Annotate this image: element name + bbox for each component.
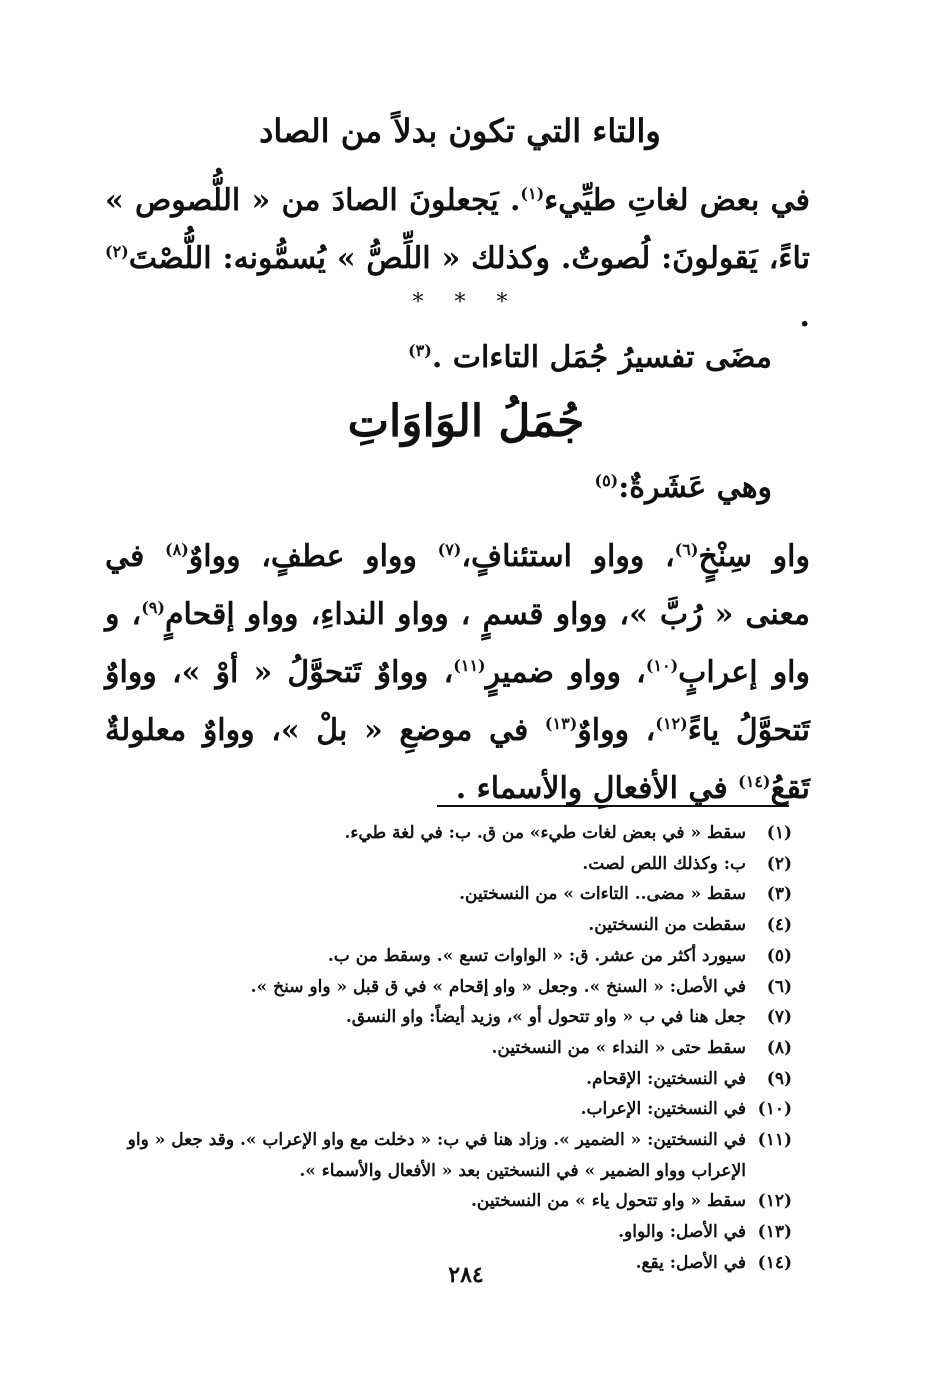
footnote-text: سقط « في بعض لغات طيء» من ق. ب: في لغة طيء. <box>344 823 746 843</box>
footnote-ref-9: (٩) <box>141 598 165 617</box>
wawat-text-3: وواو عطفٍ، وواوٌ <box>188 539 438 574</box>
footnote-ref-12: (١٢) <box>655 714 688 733</box>
footnotes-list <box>80 818 792 1279</box>
footnote-number: (٥) <box>766 945 792 966</box>
footnote-item <box>80 1094 792 1125</box>
page-number: ٢٨٤ <box>448 1262 484 1288</box>
wawat-paragraph <box>105 528 810 818</box>
footnote-text: سقطت من النسختين. <box>588 915 746 936</box>
footnote-text: سقط « واو تتحول ياء » من النسختين. <box>470 1191 746 1212</box>
footnote-ref-5: (٥) <box>594 471 619 490</box>
footnote-text: سيورد أكثر من عشر. ق: « الواوات تسع ». وسقط من ب. <box>327 945 746 966</box>
footnote-number: (١٣) <box>757 1222 792 1243</box>
footnote-text: في النسختين: « الضمير ». وزاد هنا في ب: « دخلت مع واو الإعراب ». وقد جعل « واو الإعراب وواو الضمير » في النسختين بعد « الأفعال والأسماء ». <box>127 1130 746 1181</box>
wawat-text-1: واو سِنْخٍ <box>698 539 810 574</box>
section-title-wawat: جُمَلُ الوَاوَاتِ <box>347 396 585 447</box>
madha-line <box>408 340 772 375</box>
wawat-text-8: ، وواوٌ <box>577 713 656 748</box>
footnote-item <box>80 1125 792 1186</box>
footnote-ref-8: (٨) <box>165 540 189 559</box>
footnote-ref-2: (٢) <box>105 242 129 261</box>
count-text: وهي عَشَرةٌ: <box>618 470 772 505</box>
footnote-ref-10: (١٠) <box>645 656 679 675</box>
wawat-text-9: في موضعِ « بلْ »، وواوٌ معلولةٌ تَقعُ <box>105 713 810 806</box>
wawat-text-4: في معنى « رُبَّ »، وواو قسمٍ ، وواو النداءِ، وواو إقحامٍ <box>105 539 810 632</box>
taa-text-3: . <box>799 299 810 334</box>
footnote-number: (٨) <box>766 1037 792 1058</box>
footnote-number: (٧) <box>766 1007 792 1028</box>
footnote-number: (٢) <box>766 853 792 874</box>
footnote-text: في الأصل: « السنخ ». وجعل « واو إقحام » في ق قبل « واو سنخ ». <box>250 976 746 997</box>
footnote-item <box>80 941 792 972</box>
footnote-text: ب: وكذلك اللص لصت. <box>582 853 746 874</box>
taa-paragraph <box>105 172 810 346</box>
footnote-number: (٣) <box>766 884 792 905</box>
wawat-text-5: ، و واو إعرابٍ <box>105 597 810 690</box>
footnote-number: (١٤) <box>757 1252 792 1273</box>
footnote-text: سقط حتى « النداء » من النسختين. <box>491 1037 746 1058</box>
madha-text: مضَى تفسيرُ جُمَل التاءات . <box>431 340 772 375</box>
footnote-text: في النسختين: الإقحام. <box>586 1068 746 1089</box>
footnote-item <box>80 1217 792 1248</box>
footnote-item <box>80 818 792 849</box>
footnote-text: سقط « مضى.. التاءات » من النسختين. <box>459 884 746 905</box>
footnote-number: (٦) <box>766 976 792 997</box>
footnote-ref-13: (١٣) <box>544 714 578 733</box>
footnote-number: (١١) <box>757 1130 792 1151</box>
footnote-item <box>80 879 792 910</box>
footnote-separator <box>437 805 789 807</box>
footnote-item <box>80 1186 792 1217</box>
footnote-item <box>80 972 792 1003</box>
footnote-ref-6: (٦) <box>674 540 699 559</box>
footnote-text: جعل هنا في ب « واو تتحول أو »، وزيد أيضاً: واو النسق. <box>345 1007 746 1028</box>
footnote-number: (١٢) <box>757 1191 792 1212</box>
footnote-ref-7: (٧) <box>437 540 462 559</box>
footnote-item <box>80 1033 792 1064</box>
footnote-item <box>80 910 792 941</box>
footnote-ref-11: (١١) <box>453 656 486 675</box>
footnote-ref-14: (١٤) <box>738 772 771 791</box>
count-line <box>594 470 772 505</box>
footnote-item <box>80 849 792 880</box>
footnote-text: في الأصل: والواو. <box>618 1222 746 1243</box>
taa-text-2: . يَجعلونَ الصادَ من « اللُّصوص » تاءً، يَقولونَ: لُصوتٌ. وكذلك « اللِّصُّ » يُسمُّونه: اللُّصْتَ <box>105 183 810 276</box>
wawat-text-6: ، وواو ضميرٍ <box>485 655 646 690</box>
section-heading-taa: والتاء التي تكون بدلاً من الصاد <box>259 112 661 150</box>
footnote-text: في الأصل: يقع. <box>635 1252 746 1273</box>
wawat-text-10: في الأفعالِ والأسماء . <box>455 771 739 806</box>
taa-text-1: في بعض لغاتِ طيِّيء <box>544 183 810 218</box>
footnote-ref-3: (٣) <box>408 341 432 360</box>
footnote-number: (١٠) <box>757 1099 792 1120</box>
wawat-text-7: ، وواوٌ تَتحوَّلُ « أوْ »، وواوٌ تَتحوَّلُ ياءً <box>105 655 810 748</box>
footnote-ref-1: (١) <box>520 184 545 203</box>
section-divider-stars: * * * <box>412 290 520 315</box>
footnote-text: في النسختين: الإعراب. <box>580 1099 746 1120</box>
footnote-number: (٤) <box>766 915 792 936</box>
footnote-number: (١) <box>766 823 792 843</box>
footnote-item <box>80 1002 792 1033</box>
footnote-item <box>80 1064 792 1095</box>
footnote-number: (٩) <box>766 1068 792 1089</box>
wawat-text-2: ، وواو استئنافٍ، <box>461 539 675 574</box>
